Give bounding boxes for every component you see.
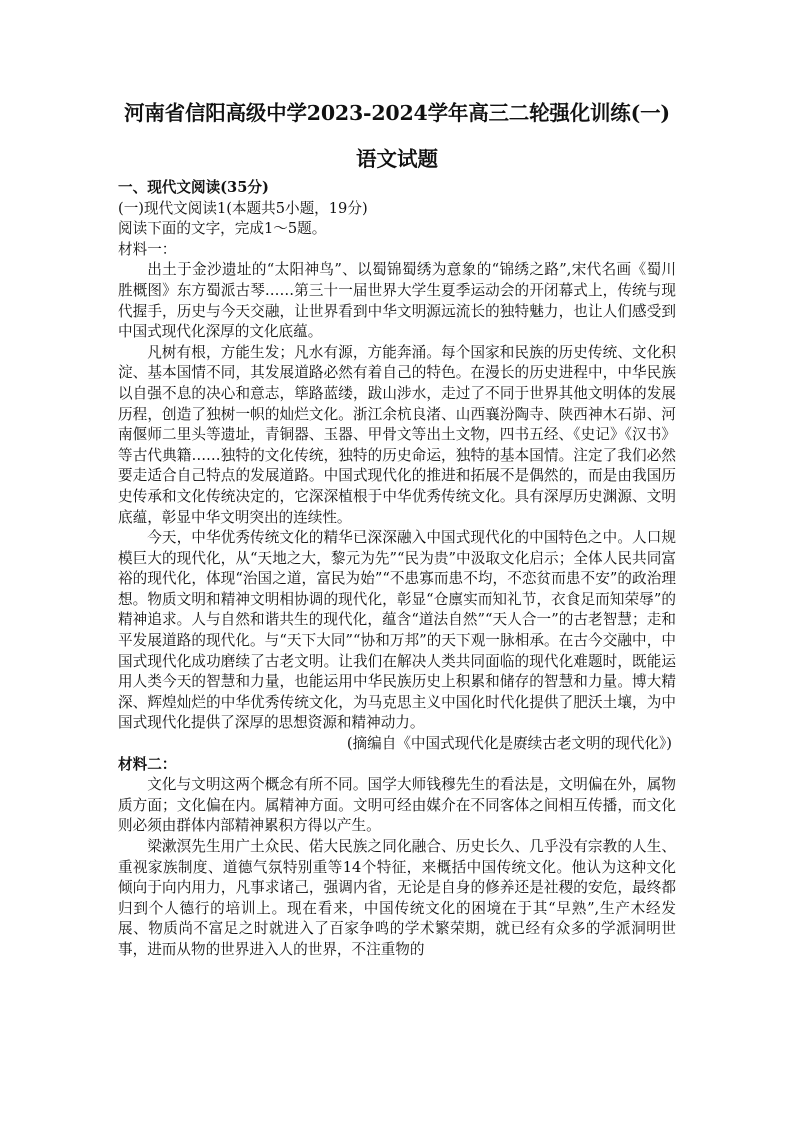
material2-label: 材料二： bbox=[118, 755, 177, 773]
material1-label: 材料一： bbox=[118, 240, 177, 258]
material2-paragraph: 文化与文明这两个概念有所不同。国学大师钱穆先生的看法是，文明偏在外，属物质方面；文化偏在内。属精神方面。文明可经由媒介在不同客体之间相互传播，而文化则必须由群体内部精神累积方得以产生。 bbox=[118, 776, 676, 835]
material1-paragraph: 出土于金沙遗址的“太阳神鸟”、以蜀锦蜀绣为意象的“锦绣之路”,宋代名画《蜀川胜概图》东方蜀派古琴……第三十一届世界大学生夏季运动会的开闭幕式上，传统与现代握手，历史与今天交融，让世界看到中华文明源远流长的独特魅力，也让人们感受到中国式现代化深厚的文化底蕴。 bbox=[118, 261, 676, 341]
document-subtitle: 语文试题 bbox=[356, 147, 438, 171]
section-subheading: (一)现代文阅读1(本题共5小题，19分) bbox=[118, 199, 368, 217]
material1-source: (摘编自《中国式现代化是赓续古老文明的现代化》) bbox=[346, 735, 672, 753]
material2-paragraph: 梁漱溟先生用广土众民、偌大民族之同化融合、历史长久、几乎没有宗教的人生、重视家族制度、道德气氛特别重等14个特征，来概括中国传统文化。他认为这种文化倾向于向内用力，凡事求诸己，强调内省，无论是自身的修养还是社稷的安危，最终都归到个人德行的培训上。现在看来，中国传统文化的困境在于其“早熟”,生产木经发展、物质尚不富足之时就进入了百家争鸣的学术繁荣期，就已经有众多的学派洞明世事，进而从物的世界进入人的世界，不注重物的 bbox=[118, 838, 676, 958]
section-heading: 一、现代文阅读(35分) bbox=[118, 179, 269, 196]
material1-paragraph: 今天，中华优秀传统文化的精华已深深融入中国式现代化的中国特色之中。人口规模巨大的现代化，从“天地之大，黎元为先”“民为贵”中汲取文化启示；全体人民共同富裕的现代化，体现“治国之道，富民为始”“不患寡而患不均，不恋贫而患不安”的政治理想。物质文明和精神文明相协调的现代化，彰显“仓廪实而知礼节，衣食足而知荣辱”的精神追求。人与自然和谐共生的现代化，蕴含“道法自然”“天人合一”的古老智慧；走和平发展道路的现代化。与“天下大同”“协和万邦”的天下观一脉相承。在古今交融中，中国式现代化成功磨续了古老文明。让我们在解决人类共同面临的现代化难题时，既能运用人类今天的智慧和力量，也能运用中华民族历史上积累和储存的智慧和力量。博大精深、辉煌灿烂的中华优秀传统文化，为马克思主义中国化时代化提供了肥沃土壤，为中国式现代化提供了深厚的思想资源和精神动力。 bbox=[118, 529, 676, 732]
material1-paragraph: 凡树有根，方能生发；凡水有源，方能奔涌。每个国家和民族的历史传统、文化积淀、基本国情不同，其发展道路必然有着自己的特色。在漫长的历史进程中，中华民族以自强不息的决心和意志，筚路蓝缕，跋山涉水，走过了不同于世界其他文明体的发展历程，创造了独树一帜的灿烂文化。浙江余杭良渚、山西襄汾陶寺、陕西神木石峁、河南偃师二里头等遗址，青铜器、玉器、甲骨文等出土文物，四书五经、《史记》《汉书》等古代典籍……独特的文化传统，独特的历史命运，独特的基本国情。注定了我们必然要走适合自己特点的发展道路。中国式现代化的推进和拓展不是偶然的，而是由我国历史传承和文化传统决定的，它深深植根于中华优秀传统文化。具有深厚历史渊源、文明底蕴，彰显中华文明突出的连续性。 bbox=[118, 343, 676, 526]
reading-instruction: 阅读下面的文字，完成1～5题。 bbox=[118, 220, 327, 238]
document-title: 河南省信阳高级中学2023-2024学年高三二轮强化训练(一) bbox=[124, 101, 670, 125]
